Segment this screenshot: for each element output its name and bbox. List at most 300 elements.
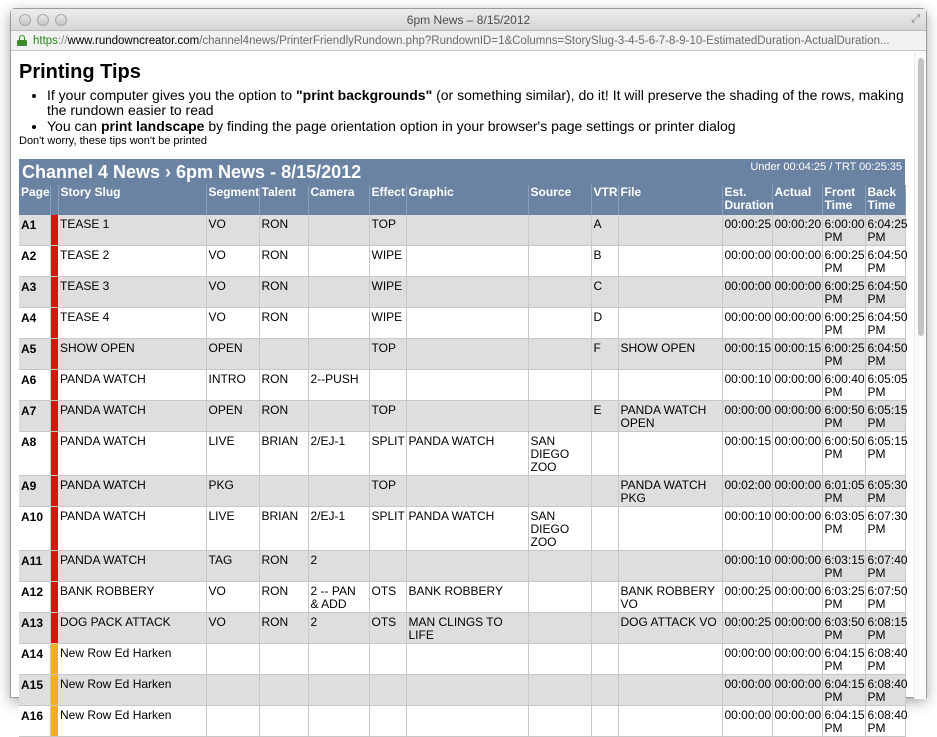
file-cell xyxy=(618,644,722,675)
tip-emphasis: print landscape xyxy=(100,118,205,134)
file-cell xyxy=(618,675,722,706)
actual-duration-cell: 00:00:00 xyxy=(772,277,822,308)
status-marker xyxy=(50,476,58,507)
effect-cell: TOP xyxy=(369,476,406,507)
vtr-cell: E xyxy=(591,401,618,432)
story-slug-cell: PANDA WATCH xyxy=(58,507,206,551)
segment-cell: PKG xyxy=(206,476,259,507)
table-row xyxy=(19,339,905,370)
talent-cell xyxy=(259,675,308,706)
talent-cell xyxy=(259,644,308,675)
column-header: Source xyxy=(528,185,591,215)
talent-cell xyxy=(259,706,308,737)
status-marker xyxy=(50,551,58,582)
rundown-table xyxy=(19,185,906,737)
page-number: A3 xyxy=(19,277,50,308)
segment-cell: TAG xyxy=(206,551,259,582)
effect-cell xyxy=(369,675,406,706)
camera-cell xyxy=(308,706,369,737)
est-duration-cell: 00:00:15 xyxy=(722,432,772,476)
tip-item xyxy=(47,88,915,118)
vtr-cell xyxy=(591,551,618,582)
effect-cell: OTS xyxy=(369,582,406,613)
front-time-cell: 6:00:25 PM xyxy=(822,308,865,339)
table-row xyxy=(19,215,905,246)
vtr-cell xyxy=(591,476,618,507)
table-row xyxy=(19,551,905,582)
url-separator: :// xyxy=(57,35,68,47)
vtr-cell: A xyxy=(591,215,618,246)
graphic-cell: PANDA WATCH xyxy=(406,507,528,551)
actual-duration-cell: 00:00:00 xyxy=(772,432,822,476)
segment-cell: VO xyxy=(206,613,259,644)
file-cell xyxy=(618,551,722,582)
table-row xyxy=(19,401,905,432)
status-marker xyxy=(50,582,58,613)
column-header: VTR xyxy=(591,185,618,215)
front-time-cell: 6:04:15 PM xyxy=(822,644,865,675)
page-number: A9 xyxy=(19,476,50,507)
file-cell xyxy=(618,370,722,401)
segment-cell: VO xyxy=(206,277,259,308)
status-marker xyxy=(50,644,58,675)
effect-cell: TOP xyxy=(369,215,406,246)
talent-cell: RON xyxy=(259,582,308,613)
story-slug-cell: DOG PACK ATTACK xyxy=(58,613,206,644)
front-time-cell: 6:00:40 PM xyxy=(822,370,865,401)
actual-duration-cell: 00:00:00 xyxy=(772,476,822,507)
back-time-cell: 6:04:50 PM xyxy=(865,308,905,339)
effect-cell xyxy=(369,370,406,401)
status-marker xyxy=(50,246,58,277)
status-marker xyxy=(50,401,58,432)
status-marker xyxy=(50,675,58,706)
source-cell xyxy=(528,308,591,339)
est-duration-cell: 00:00:10 xyxy=(722,551,772,582)
graphic-cell: PANDA WATCH xyxy=(406,432,528,476)
est-duration-cell: 00:00:25 xyxy=(722,613,772,644)
camera-cell xyxy=(308,277,369,308)
graphic-cell: BANK ROBBERY xyxy=(406,582,528,613)
source-cell xyxy=(528,551,591,582)
file-cell: BANK ROBBERY VO xyxy=(618,582,722,613)
status-marker xyxy=(50,613,58,644)
front-time-cell: 6:04:15 PM xyxy=(822,675,865,706)
page-number: A5 xyxy=(19,339,50,370)
talent-cell: RON xyxy=(259,246,308,277)
story-slug-cell: TEASE 4 xyxy=(58,308,206,339)
table-row xyxy=(19,675,905,706)
file-cell xyxy=(618,277,722,308)
url-host: www.rundowncreator.com xyxy=(67,35,200,47)
back-time-cell: 6:04:50 PM xyxy=(865,277,905,308)
story-slug-cell: SHOW OPEN xyxy=(58,339,206,370)
vtr-cell xyxy=(591,582,618,613)
vtr-cell: B xyxy=(591,246,618,277)
talent-cell: RON xyxy=(259,308,308,339)
segment-cell xyxy=(206,706,259,737)
camera-cell xyxy=(308,246,369,277)
camera-cell xyxy=(308,675,369,706)
fullscreen-icon[interactable]: ⤢ xyxy=(911,13,920,25)
graphic-cell: MAN CLINGS TO LIFE xyxy=(406,613,528,644)
est-duration-cell: 00:02:00 xyxy=(722,476,772,507)
page-number: A1 xyxy=(19,215,50,246)
table-row xyxy=(19,507,905,551)
actual-duration-cell: 00:00:15 xyxy=(772,339,822,370)
header-row xyxy=(19,185,905,215)
actual-duration-cell: 00:00:20 xyxy=(772,215,822,246)
segment-cell: VO xyxy=(206,308,259,339)
story-slug-cell: New Row Ed Harken xyxy=(58,675,206,706)
camera-cell: 2 xyxy=(308,613,369,644)
back-time-cell: 6:05:05 PM xyxy=(865,370,905,401)
camera-cell xyxy=(308,644,369,675)
column-header: Graphic xyxy=(406,185,528,215)
back-time-cell: 6:08:15 PM xyxy=(865,613,905,644)
est-duration-cell: 00:00:00 xyxy=(722,644,772,675)
tips-note: Don't worry, these tips won't be printed xyxy=(19,135,208,147)
story-slug-cell: PANDA WATCH xyxy=(58,370,206,401)
source-cell xyxy=(528,246,591,277)
url-path: /channel4news/PrinterFriendlyRundown.php?RundownID=1&Columns=StorySlug-3-4-5-6-7-8-9-10-EstimatedDuration-ActualDuration... xyxy=(199,35,890,47)
back-time-cell: 6:07:30 PM xyxy=(865,507,905,551)
status-marker xyxy=(50,277,58,308)
column-header: Est. Duration xyxy=(722,185,772,215)
file-cell: SHOW OPEN xyxy=(618,339,722,370)
column-header: File xyxy=(618,185,722,215)
address-bar[interactable] xyxy=(11,31,926,51)
segment-cell xyxy=(206,644,259,675)
graphic-cell xyxy=(406,476,528,507)
est-duration-cell: 00:00:00 xyxy=(722,401,772,432)
camera-cell: 2--PUSH xyxy=(308,370,369,401)
tip-item xyxy=(47,119,915,134)
est-duration-cell: 00:00:25 xyxy=(722,215,772,246)
file-cell: PANDA WATCH OPEN xyxy=(618,401,722,432)
source-cell xyxy=(528,476,591,507)
front-time-cell: 6:03:50 PM xyxy=(822,613,865,644)
vtr-cell xyxy=(591,613,618,644)
actual-duration-cell: 00:00:00 xyxy=(772,644,822,675)
effect-cell: TOP xyxy=(369,339,406,370)
page-number: A14 xyxy=(19,644,50,675)
table-row xyxy=(19,613,905,644)
segment-cell: OPEN xyxy=(206,339,259,370)
table-row xyxy=(19,246,905,277)
source-cell xyxy=(528,706,591,737)
window-title: 6pm News – 8/15/2012 xyxy=(406,13,531,27)
column-header: Front Time xyxy=(822,185,865,215)
talent-cell: BRIAN xyxy=(259,507,308,551)
vtr-cell: C xyxy=(591,277,618,308)
table-row xyxy=(19,370,905,401)
camera-cell: 2/EJ-1 xyxy=(308,432,369,476)
story-slug-cell: TEASE 3 xyxy=(58,277,206,308)
graphic-cell xyxy=(406,215,528,246)
back-time-cell: 6:04:50 PM xyxy=(865,246,905,277)
front-time-cell: 6:00:00 PM xyxy=(822,215,865,246)
segment-cell: INTRO xyxy=(206,370,259,401)
segment-cell: LIVE xyxy=(206,432,259,476)
status-marker xyxy=(50,370,58,401)
segment-cell: LIVE xyxy=(206,507,259,551)
camera-cell: 2 xyxy=(308,551,369,582)
page-number: A8 xyxy=(19,432,50,476)
story-slug-cell: New Row Ed Harken xyxy=(58,644,206,675)
source-cell xyxy=(528,613,591,644)
talent-cell: RON xyxy=(259,613,308,644)
status-marker xyxy=(50,432,58,476)
actual-duration-cell: 00:00:00 xyxy=(772,370,822,401)
table-row xyxy=(19,706,905,737)
marker-column-header xyxy=(50,185,58,215)
actual-duration-cell: 00:00:00 xyxy=(772,507,822,551)
column-header: Talent xyxy=(259,185,308,215)
story-slug-cell: PANDA WATCH xyxy=(58,432,206,476)
front-time-cell: 6:03:05 PM xyxy=(822,507,865,551)
tips-list xyxy=(47,88,915,134)
effect-cell xyxy=(369,706,406,737)
table-row xyxy=(19,432,905,476)
vtr-cell xyxy=(591,706,618,737)
est-duration-cell: 00:00:10 xyxy=(722,370,772,401)
rundown-timing: Under 00:04:25 / TRT 00:25:35 xyxy=(750,161,902,173)
vtr-cell xyxy=(591,370,618,401)
file-cell: DOG ATTACK VO xyxy=(618,613,722,644)
est-duration-cell: 00:00:00 xyxy=(722,706,772,737)
tip-text: (or something similar), do it! It will preserve the shading of the rows, making the rundown easier to read xyxy=(47,87,904,118)
page-number: A7 xyxy=(19,401,50,432)
front-time-cell: 6:00:25 PM xyxy=(822,246,865,277)
est-duration-cell: 00:00:00 xyxy=(722,246,772,277)
page-number: A6 xyxy=(19,370,50,401)
back-time-cell: 6:04:25 PM xyxy=(865,215,905,246)
est-duration-cell: 00:00:00 xyxy=(722,277,772,308)
source-cell xyxy=(528,339,591,370)
back-time-cell: 6:08:40 PM xyxy=(865,675,905,706)
front-time-cell: 6:04:15 PM xyxy=(822,706,865,737)
graphic-cell xyxy=(406,277,528,308)
page-content xyxy=(11,52,915,735)
tip-text: You can xyxy=(47,118,101,134)
camera-cell xyxy=(308,339,369,370)
table-row xyxy=(19,644,905,675)
tip-emphasis: "print backgrounds" xyxy=(296,87,433,103)
source-cell: SAN DIEGO ZOO xyxy=(528,432,591,476)
file-cell: PANDA WATCH PKG xyxy=(618,476,722,507)
column-header: Back Time xyxy=(865,185,905,215)
printing-tips xyxy=(11,52,915,147)
source-cell xyxy=(528,370,591,401)
file-cell xyxy=(618,432,722,476)
file-cell xyxy=(618,246,722,277)
front-time-cell: 6:00:50 PM xyxy=(822,432,865,476)
url-scheme: https xyxy=(33,35,58,47)
front-time-cell: 6:01:05 PM xyxy=(822,476,865,507)
source-cell xyxy=(528,675,591,706)
segment-cell xyxy=(206,675,259,706)
front-time-cell: 6:00:25 PM xyxy=(822,339,865,370)
story-slug-cell: PANDA WATCH xyxy=(58,401,206,432)
column-header: Story Slug xyxy=(58,185,206,215)
segment-cell: OPEN xyxy=(206,401,259,432)
tips-heading: Printing Tips xyxy=(19,61,141,83)
browser-window xyxy=(10,8,927,735)
effect-cell: SPLIT xyxy=(369,507,406,551)
actual-duration-cell: 00:00:00 xyxy=(772,551,822,582)
page-number: A10 xyxy=(19,507,50,551)
tip-text: by finding the page orientation option in your browser's page settings or printer dialog xyxy=(204,118,736,134)
rundown-title: Channel 4 News › 6pm News - 8/15/2012 xyxy=(22,162,362,182)
camera-cell xyxy=(308,476,369,507)
url-text[interactable] xyxy=(33,31,890,51)
column-header: Segment xyxy=(206,185,259,215)
story-slug-cell: New Row Ed Harken xyxy=(58,706,206,737)
talent-cell xyxy=(259,476,308,507)
camera-cell: 2 -- PAN & ADD xyxy=(308,582,369,613)
graphic-cell xyxy=(406,675,528,706)
actual-duration-cell: 00:00:00 xyxy=(772,706,822,737)
page-number: A2 xyxy=(19,246,50,277)
actual-duration-cell: 00:00:00 xyxy=(772,613,822,644)
table-row xyxy=(19,582,905,613)
vtr-cell xyxy=(591,675,618,706)
graphic-cell xyxy=(406,551,528,582)
effect-cell: WIPE xyxy=(369,246,406,277)
story-slug-cell: BANK ROBBERY xyxy=(58,582,206,613)
effect-cell: TOP xyxy=(369,401,406,432)
file-cell xyxy=(618,706,722,737)
effect-cell: WIPE xyxy=(369,308,406,339)
back-time-cell: 6:05:15 PM xyxy=(865,401,905,432)
effect-cell xyxy=(369,551,406,582)
rundown-header xyxy=(19,159,905,185)
talent-cell xyxy=(259,339,308,370)
story-slug-cell: TEASE 1 xyxy=(58,215,206,246)
page-number: A11 xyxy=(19,551,50,582)
talent-cell: RON xyxy=(259,401,308,432)
effect-cell: WIPE xyxy=(369,277,406,308)
graphic-cell xyxy=(406,644,528,675)
back-time-cell: 6:04:50 PM xyxy=(865,339,905,370)
vtr-cell xyxy=(591,507,618,551)
page-number: A15 xyxy=(19,675,50,706)
vtr-cell xyxy=(591,432,618,476)
actual-duration-cell: 00:00:00 xyxy=(772,675,822,706)
est-duration-cell: 00:00:10 xyxy=(722,507,772,551)
effect-cell: SPLIT xyxy=(369,432,406,476)
est-duration-cell: 00:00:15 xyxy=(722,339,772,370)
actual-duration-cell: 00:00:00 xyxy=(772,401,822,432)
graphic-cell xyxy=(406,370,528,401)
graphic-cell xyxy=(406,339,528,370)
column-header: Camera xyxy=(308,185,369,215)
source-cell xyxy=(528,644,591,675)
source-cell xyxy=(528,215,591,246)
page-number: A13 xyxy=(19,613,50,644)
segment-cell: VO xyxy=(206,215,259,246)
source-cell xyxy=(528,401,591,432)
camera-cell xyxy=(308,401,369,432)
source-cell xyxy=(528,277,591,308)
status-marker xyxy=(50,706,58,737)
page-number: A12 xyxy=(19,582,50,613)
page-number: A16 xyxy=(19,706,50,737)
graphic-cell xyxy=(406,246,528,277)
column-header: Actual xyxy=(772,185,822,215)
table-row xyxy=(19,308,905,339)
effect-cell: OTS xyxy=(369,613,406,644)
vtr-cell: F xyxy=(591,339,618,370)
scrollbar-thumb[interactable] xyxy=(918,58,924,336)
front-time-cell: 6:00:25 PM xyxy=(822,277,865,308)
est-duration-cell: 00:00:00 xyxy=(722,675,772,706)
front-time-cell: 6:03:25 PM xyxy=(822,582,865,613)
table-row xyxy=(19,277,905,308)
vtr-cell xyxy=(591,644,618,675)
graphic-cell xyxy=(406,706,528,737)
actual-duration-cell: 00:00:00 xyxy=(772,246,822,277)
talent-cell: RON xyxy=(259,370,308,401)
back-time-cell: 6:07:50 PM xyxy=(865,582,905,613)
back-time-cell: 6:07:40 PM xyxy=(865,551,905,582)
front-time-cell: 6:03:15 PM xyxy=(822,551,865,582)
source-cell: SAN DIEGO ZOO xyxy=(528,507,591,551)
effect-cell xyxy=(369,644,406,675)
front-time-cell: 6:00:50 PM xyxy=(822,401,865,432)
source-cell xyxy=(528,582,591,613)
segment-cell: VO xyxy=(206,582,259,613)
story-slug-cell: TEASE 2 xyxy=(58,246,206,277)
back-time-cell: 6:05:15 PM xyxy=(865,432,905,476)
est-duration-cell: 00:00:25 xyxy=(722,582,772,613)
rundown xyxy=(19,159,908,737)
talent-cell: BRIAN xyxy=(259,432,308,476)
back-time-cell: 6:05:30 PM xyxy=(865,476,905,507)
graphic-cell xyxy=(406,308,528,339)
page-number: A4 xyxy=(19,308,50,339)
file-cell xyxy=(618,215,722,246)
status-marker xyxy=(50,339,58,370)
story-slug-cell: PANDA WATCH xyxy=(58,551,206,582)
camera-cell xyxy=(308,215,369,246)
story-slug-cell: PANDA WATCH xyxy=(58,476,206,507)
back-time-cell: 6:08:40 PM xyxy=(865,706,905,737)
est-duration-cell: 00:00:00 xyxy=(722,308,772,339)
camera-cell xyxy=(308,308,369,339)
back-time-cell: 6:08:40 PM xyxy=(865,644,905,675)
talent-cell: RON xyxy=(259,215,308,246)
file-cell xyxy=(618,507,722,551)
status-marker xyxy=(50,308,58,339)
talent-cell: RON xyxy=(259,551,308,582)
tip-text: If your computer gives you the option to xyxy=(47,87,297,103)
actual-duration-cell: 00:00:00 xyxy=(772,308,822,339)
file-cell xyxy=(618,308,722,339)
column-header: Page xyxy=(19,185,50,215)
vtr-cell: D xyxy=(591,308,618,339)
status-marker xyxy=(50,507,58,551)
column-header: Effect xyxy=(369,185,406,215)
actual-duration-cell: 00:00:00 xyxy=(772,582,822,613)
camera-cell: 2/EJ-1 xyxy=(308,507,369,551)
talent-cell: RON xyxy=(259,277,308,308)
graphic-cell xyxy=(406,401,528,432)
segment-cell: VO xyxy=(206,246,259,277)
table-row xyxy=(19,476,905,507)
vertical-scrollbar[interactable] xyxy=(914,52,926,699)
